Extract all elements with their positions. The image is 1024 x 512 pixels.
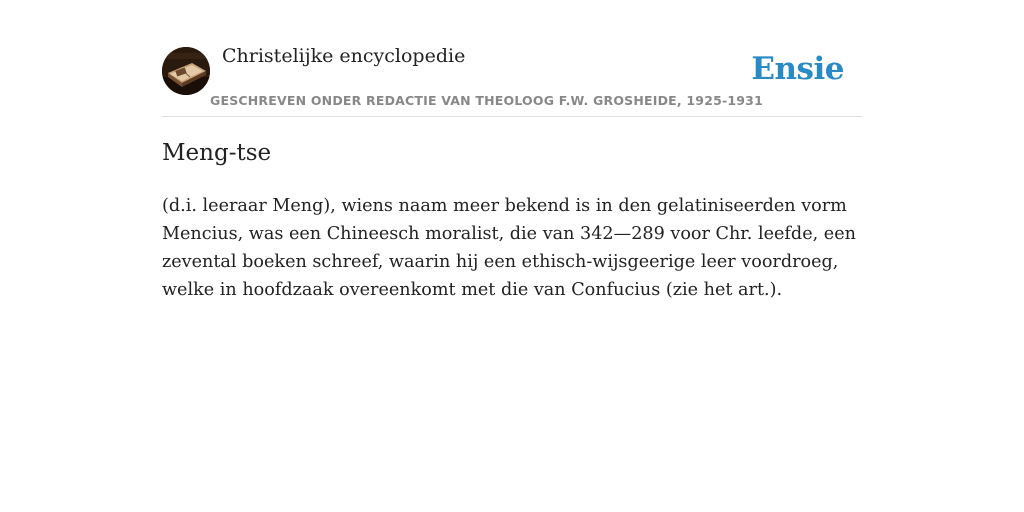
page-container: [162, 0, 862, 300]
site-header: [162, 0, 862, 117]
ensie-logo-link[interactable]: Ensie: [751, 51, 844, 87]
site-title[interactable]: Christelijke encyclopedie: [222, 45, 466, 67]
entry-title: Meng-tse: [162, 140, 272, 166]
site-subtitle: GESCHREVEN ONDER REDACTIE VAN THEOLOOG F.W. GROSHEIDE, 1925-1931: [210, 93, 763, 108]
book-avatar-icon[interactable]: [162, 47, 210, 95]
entry-body: (d.i. leeraar Meng), wiens naam meer bekend is in den gelatiniseerden vorm Mencius, was een Chineesch moralist, die van 342—289 voor Chr. leefde, een zevental boeken schreef, waarin hij een ethisch-wijsgeerige leer voordroeg, welke in hoofdzaak overeenkomt met die van Confucius (zie het art.).: [162, 196, 856, 300]
